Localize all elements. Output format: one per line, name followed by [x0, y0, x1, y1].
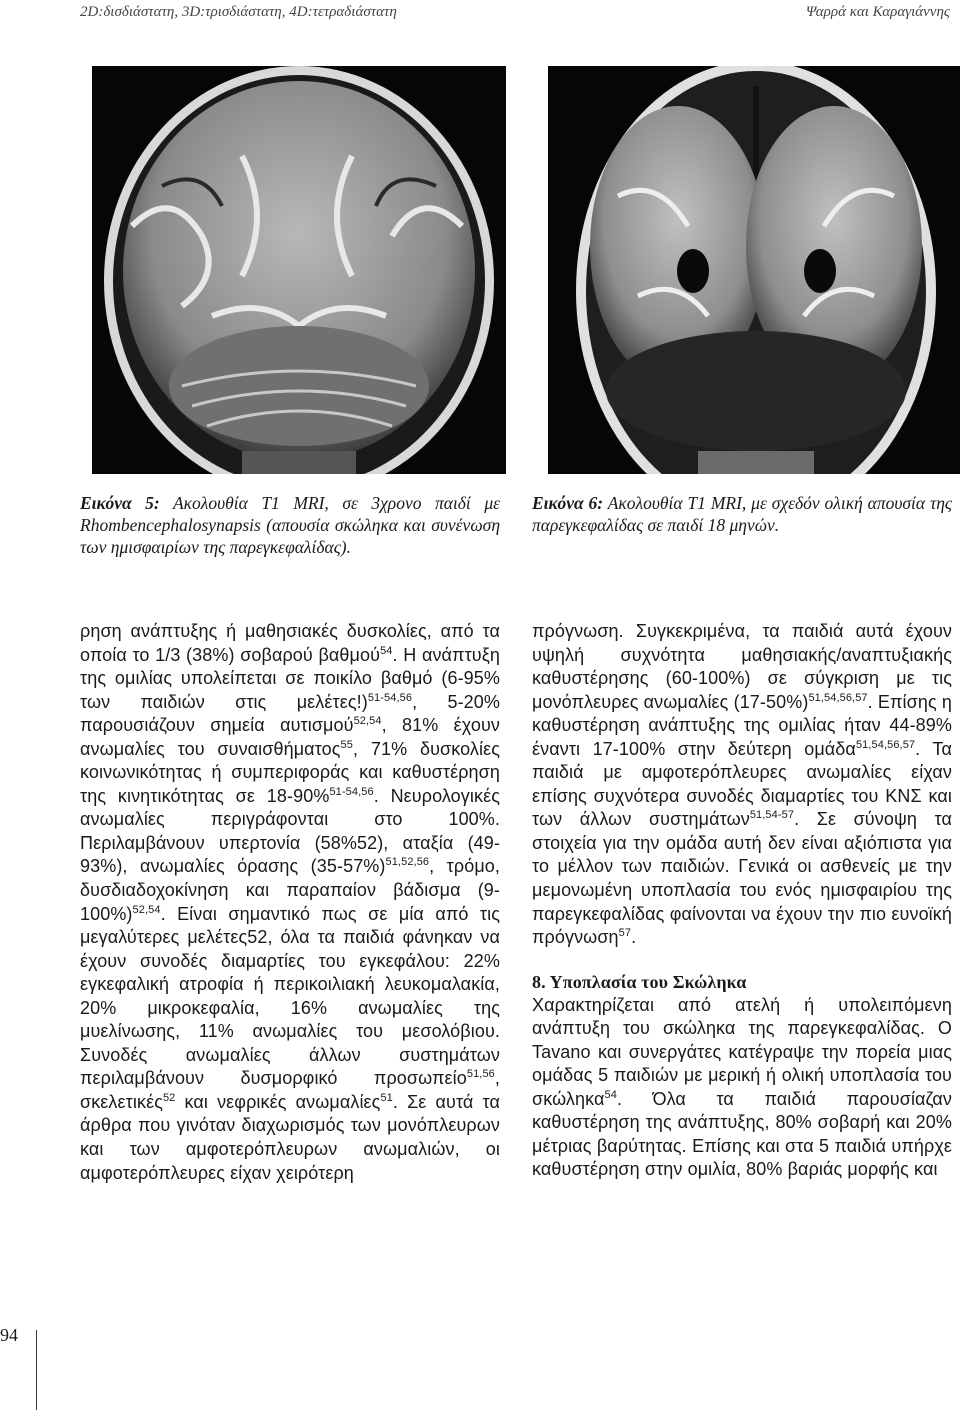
citation: 51,54-57	[749, 809, 795, 822]
citation: 51	[380, 1091, 393, 1104]
citation: 51,54,56,57	[855, 738, 916, 751]
text-run: . Σε σύνοψη τα στοιχεία για την ομάδα αυτή δεν είναι αξιόπιστα για το μέλλον των παιδιών. Γενικά οι ασθενείς με την μεμονωμένη υποπλασία του ενός ημισφαιρίου της παρεγκεφαλίδας φαίνονται να έχουν την πιο ευνοϊκή πρόγνωση	[532, 809, 953, 948]
figure-5-caption	[80, 492, 500, 558]
text-run: και νεφρικές ανωμαλίες	[175, 1091, 381, 1112]
page-number-rule	[36, 1330, 37, 1410]
text-run: , 71% δυσκολίες κοινωνικότητας ή συμπεριφοράς και καθυστέρηση της κινητικότητας σε 18-90%	[80, 738, 500, 806]
citation: 51-54,56	[329, 785, 374, 798]
text-run: . Νευρολογικές ανωμαλίες περιγράφονται στο 100%. Περιλαμβάνουν υπερτονία (58%52), αταξία (49-93%), ανωμαλίες όρασης (35-57%)	[80, 785, 500, 877]
text-run: . Επίσης η καθυστέρηση ανάπτυξης της ομιλίας ήταν 44-89% έναντι 17-100% στην δεύτερη ομάδα	[532, 691, 952, 759]
citation: 52	[162, 1091, 176, 1104]
citation: 54	[604, 1088, 617, 1101]
body-text-right-column	[532, 620, 952, 1182]
citation: 51-54,56	[367, 691, 413, 704]
text-run: , 5-20% παρουσιάζουν σημεία αυτισμού	[80, 691, 500, 736]
text-run: . Όλα τα παιδιά παρουσίαζαν καθυστέρηση της ανάπτυξης, 80% σοβαρή και 20% μέτριας βαρύτητας. Επίσης και στα 5 παιδιά υπήρχε καθυστέρηση στην ομιλία, 80% βαριάς μορφής και	[532, 1088, 952, 1180]
figure-6-caption-text: Ακολουθία T1 MRI, με σχεδόν ολική απουσία της παρεγκεφαλίδας σε παιδί 18 μηνών.	[532, 493, 953, 535]
body-text-left-column	[80, 620, 500, 1185]
figure-6-caption	[532, 492, 952, 536]
section-heading: 8. Υποπλασία του Σκώληκα	[532, 971, 747, 992]
citation: 54	[380, 644, 393, 657]
running-head-right: Ψαρρά και Καραγιάννης	[805, 4, 950, 20]
text-run: . Η ανάπτυξη της ομιλίας υπολείπεται σε ποικίλο βαθμό (6-95% των παιδιών στις μελέτες!)	[80, 644, 500, 712]
citation: 51,52,56	[385, 856, 430, 869]
citation: 57	[618, 927, 632, 940]
text-run: , σκελετικές	[80, 1068, 500, 1112]
figure-5-label: Εικόνα 5:	[80, 493, 160, 513]
text-run: . Τα παιδιά με αμφοτερόπλευρες ανωμαλίες είχαν επίσης συχνότερα συνοδές διαμαρτίες του ΚΝΣ και των άλλων συστημάτων	[532, 738, 952, 830]
citation: 55	[340, 738, 353, 751]
citation: 52,54	[353, 715, 382, 728]
text-run: Χαρακτηρίζεται από ατελή ή υπολειπόμενη ανάπτυξη του σκώληκα της παρεγκεφαλίδας. Ο Tavano και συνεργάτες κατέγραψε την πορεία μιας ομάδας 5 παιδιών με μερική ή ολική υποπλασία του σκώληκα	[532, 994, 952, 1109]
citation: 51,54,56,57	[808, 691, 868, 704]
figure-5-mri-image	[92, 66, 506, 474]
figure-6-label: Εικόνα 6:	[532, 493, 604, 513]
right-paragraph-2	[532, 994, 952, 1182]
right-paragraph	[532, 620, 952, 950]
text-run: πρόγνωση. Συγκεκριμένα, τα παιδιά αυτά έχουν υψηλή συχνότητα μαθησιακής/αναπτυξιακής καθυστέρησης (60-100%) σε σύγκριση με τις μονόπλευρες ανωμαλίες (17-50%)	[532, 621, 952, 712]
page-number: 94	[0, 1325, 18, 1345]
text-run: , τρόμο, δυσδιαδοχοκίνηση και παραπαίον βάδισμα (9-100%)	[80, 856, 501, 924]
text-run: .	[631, 927, 637, 948]
figure-6-mri-image	[548, 66, 960, 474]
text-run: . Είναι σημαντικό πως σε μία από τις μεγαλύτερες μελέτες52, όλα τα παιδιά φάνηκαν να έχουν συνοδές διαμαρτίες του εγκεφάλου: 22% εγκεφαλική ατροφία ή περικοιλιακή λευκομαλακία, 20% μικροκεφαλία, 16% ανωμαλίες της μυελίνωσης, 11% ανωμαλίες του μεσολόβιου. Συνοδές ανωμαλίες άλλων συστημάτων περιλαμβάνουν δυσμορφικό προσωπείο	[80, 903, 500, 1089]
text-run: . Σε αυτά τα άρθρα που γινόταν διαχωρισμός των μονόπλευρων και των αμφοτερόπλευρων ανωμαλιών, οι αμφοτερόπλευρες είχαν χειρότερη	[80, 1091, 500, 1183]
text-run: , 81% έχουν ανωμαλίες του συναισθήματος	[80, 715, 500, 759]
citation: 51,56	[466, 1068, 495, 1081]
citation: 52,54	[132, 903, 161, 916]
left-paragraph	[80, 620, 500, 1185]
text-run: ρηση ανάπτυξης ή μαθησιακές δυσκολίες, από τα οποία το 1/3 (38%) σοβαρού βαθμού	[80, 621, 500, 665]
running-head-left: 2D:δισδιάστατη, 3D:τρισδιάστατη, 4D:τετραδιάστατη	[80, 4, 397, 20]
figure-5-caption-text: Ακολουθία T1 MRI, σε 3χρονο παιδί με Rhombencephalosynapsis (απουσία σκώληκα και συνένωση των ημισφαιρίων της παρεγκεφαλίδας).	[80, 493, 500, 557]
